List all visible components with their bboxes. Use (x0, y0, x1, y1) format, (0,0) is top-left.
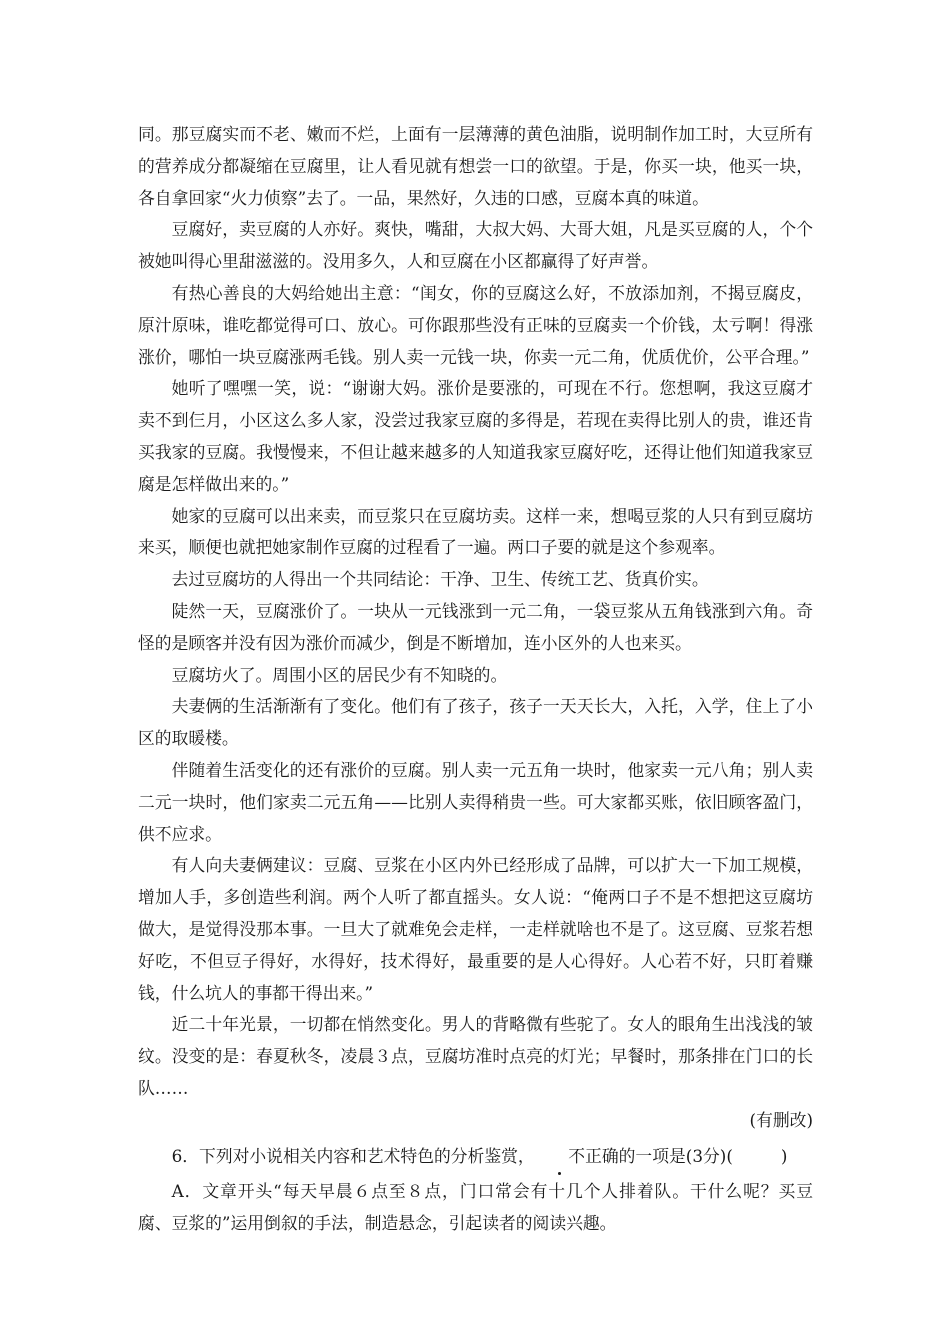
paragraph-9: 夫妻俩的生活渐渐有了变化。他们有了孩子，孩子一天天长大，入托，入学，住上了小区的取暖楼。 (138, 696, 813, 749)
source-note: (有删改) (749, 1109, 813, 1130)
paragraph-11: 有人向夫妻俩建议：豆腐、豆浆在小区内外已经形成了品牌，可以扩大一下加工规模，增加人手，多创造些利润。两个人听了都直摇头。女人说：“俺两口子不是不想把这豆腐坊做大，是觉得没那本事。一旦大了就难免会走样，一走样就啥也不是了。这豆腐、豆浆若想好吃，不但豆子得好，水得好，技术得好，最重要的是人心得好。人心若不好，只盯着赚钱，什么坑人的事都干得出来。” (138, 855, 813, 1003)
paragraph-3: 有热心善良的大妈给她出主意：“闺女，你的豆腐这么好，不放添加剂，不揭豆腐皮，原汁原味，谁吃都觉得可口、放心。可你跟那些没有正味的豆腐卖一个价钱，太亏啊！得涨涨价，哪怕一块豆腐涨两毛钱。别人卖一元钱一块，你卖一元二角，优质优价，公平合理。” (138, 282, 813, 367)
paragraph-2: 豆腐好，卖豆腐的人亦好。爽快，嘴甜，大叔大妈、大哥大姐，凡是买豆腐的人，个个被她叫得心里甜滋滋的。没用多久，人和豆腐在小区都赢得了好声誉。 (138, 219, 813, 272)
paragraph-10: 伴随着生活变化的还有涨价的豆腐。别人卖一元五角一块时，他家卖一元八角；别人卖二元一块时，他们家卖二元五角——比别人卖得稍贵一些。可大家都买账，依旧顾客盈门，供不应求。 (138, 759, 813, 844)
paragraph-5: 她家的豆腐可以出来卖，而豆浆只在豆腐坊卖。这样一来，想喝豆浆的人只有到豆腐坊来买，顺便也就把她家制作豆腐的过程看了一遍。两口子要的就是这个参观率。 (138, 505, 813, 558)
option-a: A．文章开头“每天早晨６点至８点，门口常会有十几个人排着队。干什么呢？买豆腐、豆浆的”运用倒叙的手法，制造悬念，引起读者的阅读兴趣。 (138, 1181, 813, 1234)
document-page (138, 119, 813, 1240)
paragraph-1: 同。那豆腐实而不老、嫩而不烂，上面有一层薄薄的黄色油脂，说明制作加工时，大豆所有的营养成分都凝缩在豆腐里，让人看见就有想尝一口的欲望。于是，你买一块，他买一块，各自拿回家“火力侦察”去了。一品，果然好，久违的口感，豆腐本真的味道。 (138, 124, 813, 208)
question-suffix: 正确的一项是(3分) (585, 1145, 727, 1166)
question-6 (138, 1141, 813, 1173)
paragraph-4: 她听了嘿嘿一笑，说：“谢谢大妈。涨价是要涨的，可现在不行。您想啊，我这豆腐才卖不到仨月，小区这么多人家，没尝过我家豆腐的多得是，若现在卖得比别人的贵，谁还肯买我家的豆腐。我慢慢来，不但让越来越多的人知道我家豆腐好吃，还得让他们知道我家豆腐是怎样做出来的。” (138, 378, 813, 494)
question-emphasis-char: 不 (535, 1141, 585, 1173)
answer-bracket-open: ( (726, 1145, 733, 1166)
paragraph-7: 陡然一天，豆腐涨价了。一块从一元钱涨到一元二角，一袋豆浆从五角钱涨到六角。奇怪的是顾客并没有因为涨价而减少，倒是不断增加，连小区外的人也来买。 (138, 600, 813, 653)
paragraph-6: 去过豆腐坊的人得出一个共同结论：干净、卫生、传统工艺、货真价实。 (171, 569, 709, 590)
paragraph-8: 豆腐坊火了。周围小区的居民少有不知晓的。 (171, 664, 508, 685)
paragraph-12: 近二十年光景，一切都在悄然变化。男人的背略微有些驼了。女人的眼角生出浅浅的皱纹。没变的是：春夏秋冬，凌晨３点，豆腐坊准时点亮的灯光；早餐时，那条排在门口的长队…… (138, 1014, 813, 1098)
question-prefix: 6．下列对小说相关内容和艺术特色的分析鉴赏， (171, 1145, 535, 1166)
answer-bracket-close: ) (780, 1145, 788, 1166)
